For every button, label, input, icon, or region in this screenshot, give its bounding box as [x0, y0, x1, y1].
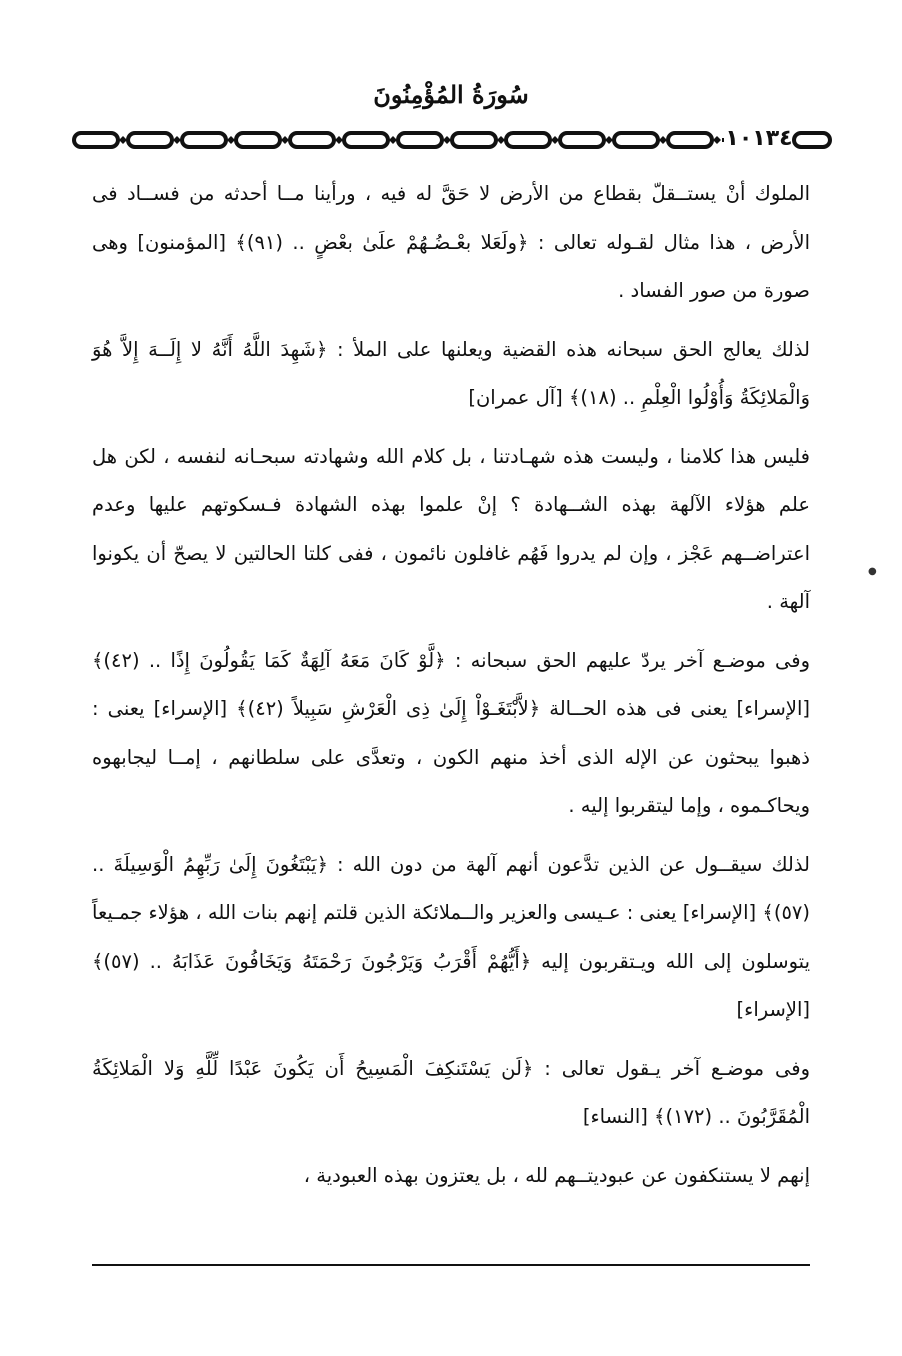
chain-link [452, 133, 496, 147]
chain-border-ornament [72, 128, 834, 152]
chain-link [128, 133, 172, 147]
chain-joint [443, 136, 451, 144]
chain-joint [389, 136, 397, 144]
paragraph-1: الملوك أنْ يستــقلّ بقطاع من الأرض لا حَقَّ له فيه ، ورأينا مــا أحدثه من فســاد فى الأرض ، هذا مثال لقـوله تعالى : ﴿ولَعَلا بعْـضُـهُمْ علَىٰ بعْضٍ .. (٩١)﴾ [المؤمنون] وهى صورة من صور الفساد . [92, 182, 810, 302]
body-text [92, 170, 810, 1210]
chain-joint [335, 136, 343, 144]
paragraph-4: وفى موضـع آخر يردّ عليهم الحق سبحانه : ﴿لَّوْ كَانَ مَعَهُ آلِهَةٌ كَمَا يَقُولُونَ إِذًا .. (٤٢)﴾ [الإسراء] يعنى فى هذه الحــالة ﴿لاَّبْتَغَـوْاْ إِلَىٰ ذِى الْعَرْشِ سَبِيلاً (٤٢)﴾ [الإسراء] يعنى : ذهبوا يبحثون عن الإله الذى أخذ منهم الكون ، وتعدَّى على سلطانهم ، إمــا ليجابهوه ويحاكـموه ، وإما ليتقربوا إليه . [92, 648, 810, 817]
chain-link [74, 133, 118, 147]
chain-link [290, 133, 334, 147]
margin-dot-icon: ● [868, 566, 877, 577]
chain-joint [713, 136, 721, 144]
surah-title: سُورَةُ المُؤْمِنُونَ [373, 80, 529, 109]
chain-link [560, 133, 604, 147]
chain-joint [551, 136, 559, 144]
chain-joint [227, 136, 235, 144]
paragraph-2: لذلك يعالج الحق سبحانه هذه القضية ويعلنها على الملأ : ﴿شَهِدَ اللَّهُ أَنَّهُ لا إِلَــهَ إِلاَّ هُوَ وَالْمَلائِكَةُ وَأُوْلُوا الْعِلْمِ .. (١٨)﴾ [آل عمران] [92, 337, 810, 409]
paragraph-6: وفى موضـع آخر يـقول تعالى : ﴿لَن يَسْتَنكِفَ الْمَسِيحُ أَن يَكُونَ عَبْدًا لِّلَّهِ وَلا الْمَلائِكَةُ الْمُقَرَّبُونَ .. (١٧٢)﴾ [النساء] [92, 1056, 810, 1128]
chain-joint [659, 136, 667, 144]
paragraph-3: فليس هذا كلامنا ، وليست هذه شهـادتنا ، بل كلام الله وشهادته سبحـانه لنفسه ، لكن هل علم هؤلاء الآلهة بهذه الشــهادة ؟ إنْ علموا بهذه الشهادة فـسكوتهم عليها وعدم اعتراضــهم عَجْز ، وإن لم يدروا فَهُم غافلون نائمون ، ففى كلتا الحالتين لا يصحّ أن يكونوا آلهة . [92, 444, 810, 613]
chain-joint [119, 136, 127, 144]
footer-rule [92, 1264, 810, 1266]
chain-joint [281, 136, 289, 144]
chain-joint [497, 136, 505, 144]
chain-link [506, 133, 550, 147]
chain-link [614, 133, 658, 147]
chain-link [344, 133, 388, 147]
chain-end-cap-icon [790, 128, 834, 152]
paragraph-5: لذلك سيقــول عن الذين تدَّعون أنهم آلهة من دون الله : ﴿يَبْتَغُونَ إِلَىٰ رَبِّهِمُ الْوَسِيلَةَ .. (٥٧)﴾ [الإسراء] يعنى : عـيسى والعزير والــملائكة الذين قلتم إنهم بنات الله ، هؤلاء جمـيعاً يتوسلون إلى الله ويـتقربون إليه ﴿أَيُّهُمْ أَقْرَبُ وَيَرْجُونَ رَحْمَتَهُ وَيَخَافُونَ عَذَابَهُ .. (٥٧)﴾ [الإسراء] [92, 852, 810, 1021]
chain-link [668, 133, 712, 147]
chain-link [236, 133, 280, 147]
chain-link [398, 133, 442, 147]
chain-link [182, 133, 226, 147]
page-number: ١٠١٣٤ [724, 124, 794, 154]
chain-joint [173, 136, 181, 144]
chain-joint [605, 136, 613, 144]
paragraph-7: إنهم لا يستنكفون عن عبوديتــهم لله ، بل يعتزون بهذه العبودية ، [303, 1163, 810, 1187]
